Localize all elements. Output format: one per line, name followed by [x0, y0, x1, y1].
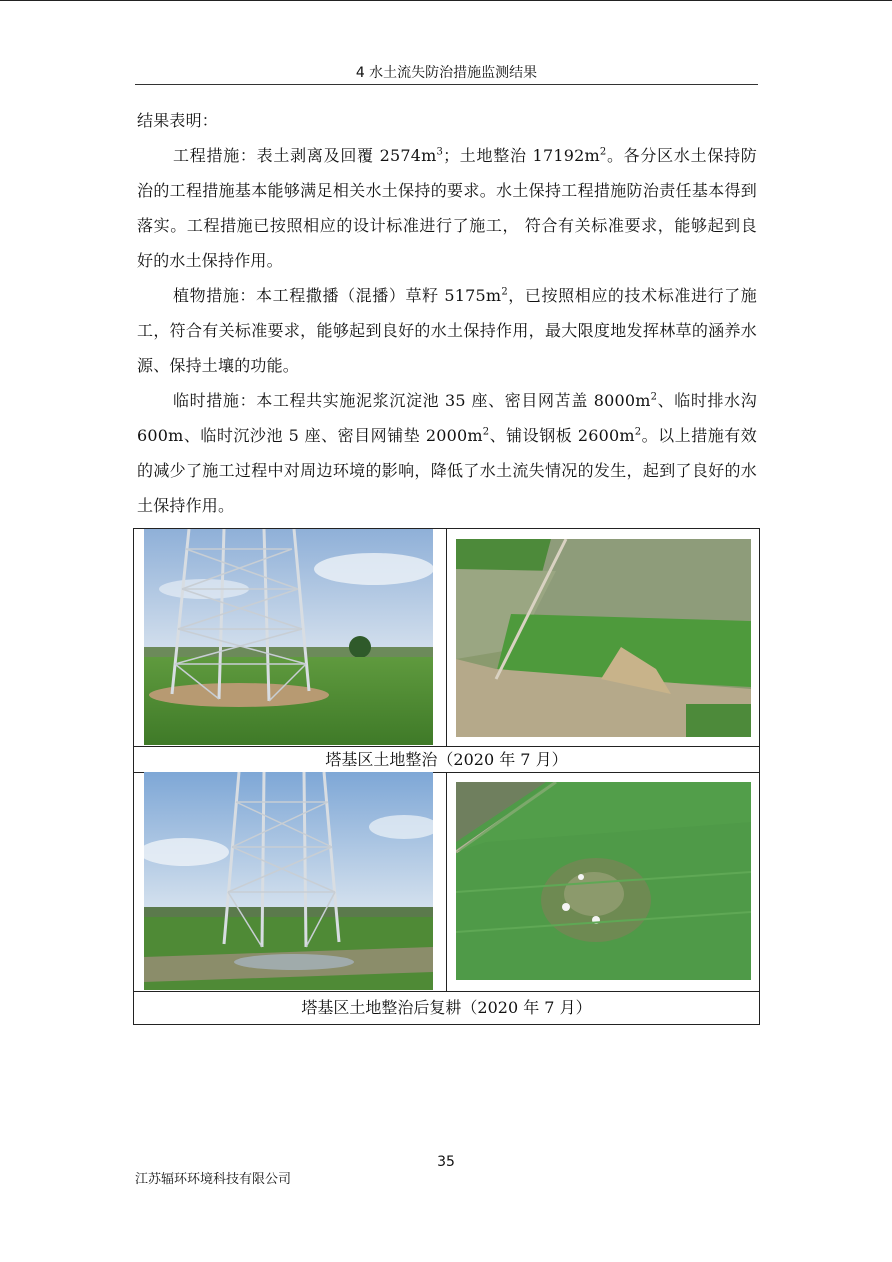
photo-caption-2: 塔基区土地整治后复耕（2020 年 7 月）	[301, 998, 592, 1017]
engineering-sup-1: 3	[436, 146, 444, 158]
temporary-paragraph	[137, 383, 757, 523]
engineering-paragraph	[137, 138, 757, 278]
engineering-text-3: 。各分区水土保持防治的工程措施基本能够满足相关水土保持的要求。水土保持工程措施防治责任基本得到落实。工程措施已按照相应的设计标准进行了施工， 符合有关标准要求，能够起到良好的水土保持作用。	[137, 146, 758, 270]
temporary-sup-2: 2	[482, 426, 490, 438]
company-name: 江苏辐环环境科技有限公司	[135, 1172, 292, 1187]
temporary-text-1: 临时措施：本工程共实施泥浆沉淀池 35 座、密目网苫盖 8000m	[173, 391, 651, 410]
vegetation-paragraph	[137, 278, 757, 383]
vegetation-text-2: ，已按照相应的技术标准进行了施工，符合有关标准要求，能够起到良好的水土保持作用，最大限度地发挥林草的涵养水源、保持土壤的功能。	[137, 286, 757, 375]
table-divider-row3	[134, 991, 759, 992]
engineering-text-2: ；土地整治 17192m	[443, 146, 600, 165]
intro-text: 结果表明：	[137, 111, 219, 130]
vegetation-sup-1: 2	[501, 286, 508, 298]
page-header-title: 4 水土流失防治措施监测结果	[355, 65, 538, 81]
photo-caption-1: 塔基区土地整治（2020 年 7 月）	[325, 750, 568, 769]
tower-reclamation-photo	[144, 772, 433, 990]
top-border	[0, 0, 892, 1]
engineering-sup-2: 2	[599, 146, 607, 158]
header-rule	[135, 84, 758, 85]
temporary-text-4: 。以上措施有效的减少了施工过程中对周边环境的影响，降低了水土流失情况的发生，起到了良好的水土保持作用。	[137, 426, 757, 515]
temporary-sup-3: 2	[634, 426, 642, 438]
aerial-farmland-photo	[456, 539, 751, 737]
temporary-text-2: 、临时排水沟 600m、临时沉沙池 5 座、密目网铺垫 2000m	[137, 391, 758, 445]
table-divider-vertical-top	[446, 529, 447, 746]
temporary-sup-1: 2	[650, 391, 658, 403]
aerial-green-field-photo	[456, 782, 751, 980]
photo-table	[133, 528, 760, 1025]
vegetation-text-1: 植物措施：本工程撒播（混播）草籽 5175m	[173, 286, 502, 305]
page-number: 35	[437, 1154, 455, 1170]
table-divider-row1	[134, 746, 759, 747]
temporary-text-3: 、铺设钢板 2600m	[489, 426, 635, 445]
tower-base-photo	[144, 529, 433, 745]
engineering-text-1: 工程措施：表土剥离及回覆 2574m	[173, 146, 437, 165]
table-divider-vertical-bottom	[446, 772, 447, 991]
intro-paragraph	[137, 103, 757, 138]
